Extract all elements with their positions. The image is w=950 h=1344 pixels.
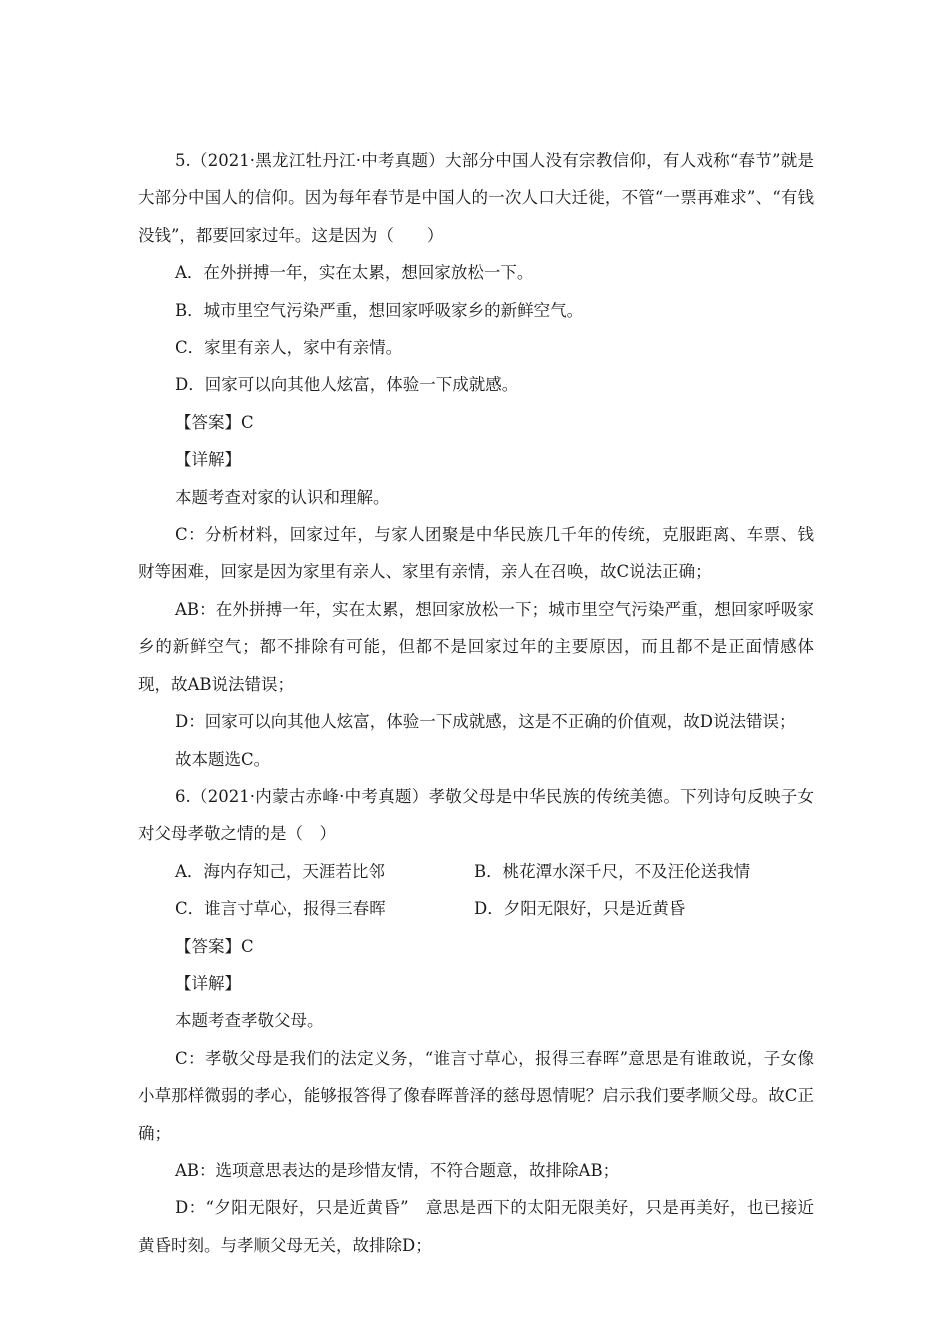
question-6-explanation-d: D：“夕阳无限好，只是近黄昏” 意思是西下的太阳无限美好，只是再美好，也已接近黄昏时刻。与孝顺父母无关，故排除D； xyxy=(138,1198,814,1255)
question-5-option-d: D．回家可以向其他人炫富，体验一下成就感。 xyxy=(175,375,519,395)
question-6-explanation-intro: 本题考查孝敬父母。 xyxy=(175,1011,324,1031)
question-5-explanation-c: C：分析材料，回家过年，与家人团聚是中华民族几千年的传统，克服距离、车票、钱财等困难，回家是因为家里有亲人、家里有亲情，亲人在召唤，故C说法正确； xyxy=(138,525,814,582)
question-5-explanation-d: D：回家可以向其他人炫富，体验一下成就感，这是不正确的价值观，故D说法错误； xyxy=(175,712,796,732)
question-5-option-b: B．城市里空气污染严重，想回家呼吸家乡的新鲜空气。 xyxy=(175,300,584,320)
question-6-stem: 6.（2021·内蒙古赤峰·中考真题）孝敬父母是中华民族的传统美德。下列诗句反映子女对父母孝敬之情的是（ ） xyxy=(138,786,814,844)
question-6-answer: 【答案】C xyxy=(175,936,254,956)
question-6-explanation-ab: AB：选项意思表达的是珍惜友情，不符合题意，故排除AB； xyxy=(175,1160,620,1180)
question-5-detail-label: 【详解】 xyxy=(175,450,241,470)
question-6-options-row-1 xyxy=(138,853,814,890)
question-5-conclusion: 故本题选C。 xyxy=(175,749,271,769)
question-5-answer: 【答案】C xyxy=(175,412,254,432)
question-6-option-d: D．夕阳无限好，只是近黄昏 xyxy=(474,899,686,919)
question-6-option-c: C．谁言寸草心，报得三春晖 xyxy=(175,899,386,919)
question-5-stem: 5.（2021·黑龙江牡丹江·中考真题）大部分中国人没有宗教信仰，有人戏称“春节”就是大部分中国人的信仰。因为每年春节是中国人的一次人口大迁徙，不管“一票再难求”、“有钱没钱”，都要回家过年。这是因为（ ） xyxy=(138,151,814,245)
question-6-detail-label: 【详解】 xyxy=(175,973,241,993)
question-6-explanation-c: C：孝敬父母是我们的法定义务，“谁言寸草心，报得三春晖”意思是有谁敢说，子女像小草那样微弱的孝心，能够报答得了像春晖普泽的慈母恩情呢？启示我们要孝顺父母。故C正确； xyxy=(138,1048,814,1143)
question-6-option-b: B．桃花潭水深千尺，不及汪伦送我情 xyxy=(474,861,751,881)
question-5-explanation-ab: AB：在外拼搏一年，实在太累，想回家放松一下；城市里空气污染严重，想回家呼吸家乡的新鲜空气；都不排除有可能，但都不是回家过年的主要原因，而且都不是正面情感体现，故AB说法错误； xyxy=(138,599,814,694)
question-6-options-row-2 xyxy=(138,890,814,927)
question-5-option-a: A．在外拼搏一年，实在太累，想回家放松一下。 xyxy=(175,263,534,283)
question-5-option-c: C．家里有亲人，家中有亲情。 xyxy=(175,338,403,358)
question-5-explanation-intro: 本题考查对家的认识和理解。 xyxy=(175,487,390,507)
document-content xyxy=(138,142,814,1264)
question-6-option-a: A．海内存知己，天涯若比邻 xyxy=(175,861,385,881)
